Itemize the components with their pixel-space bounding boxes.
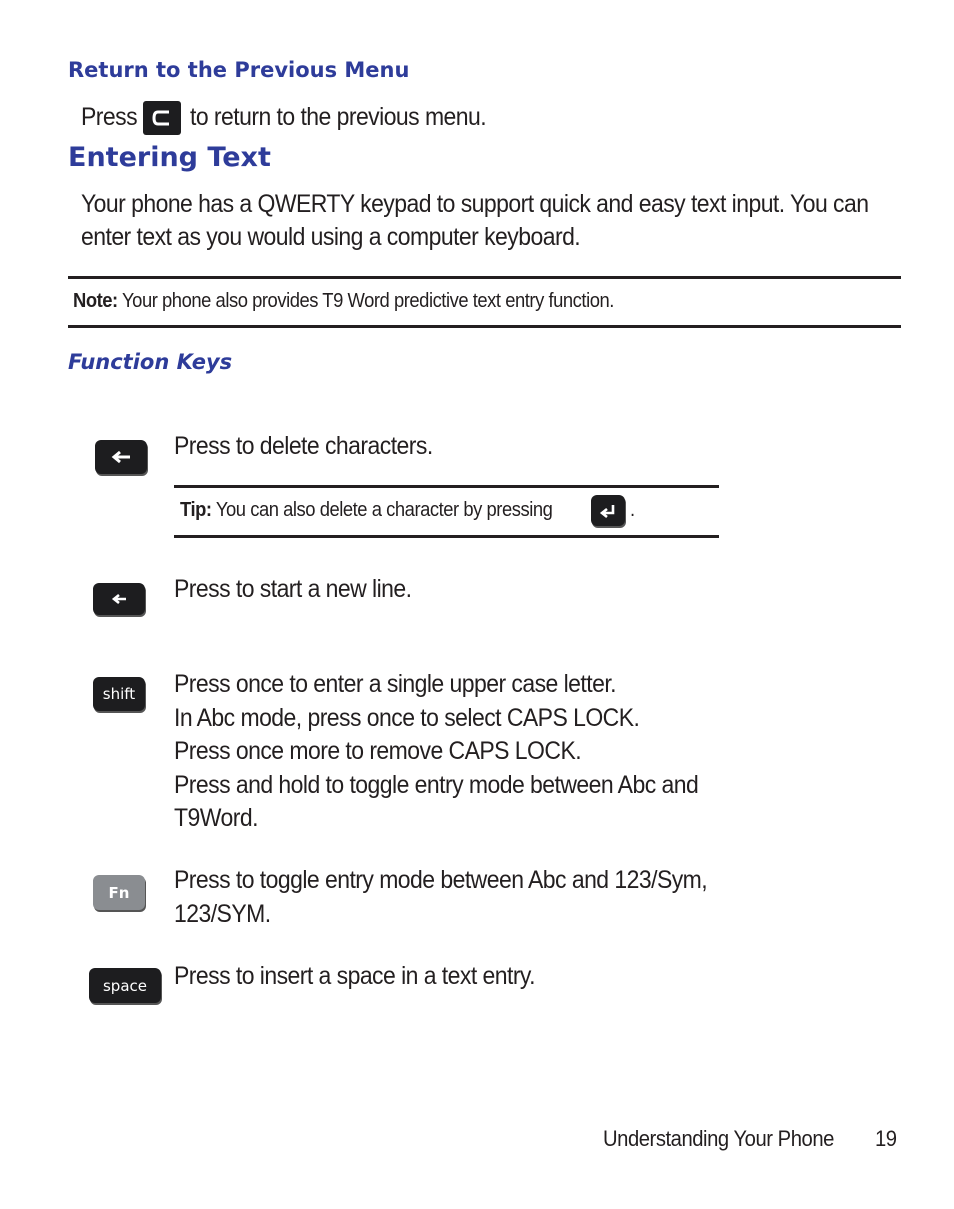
note-label: Note: (73, 290, 118, 312)
fn-key-icon (93, 875, 145, 910)
note (73, 290, 614, 313)
return-instruction-suffix: to return to the previous menu. (190, 103, 487, 131)
note-bottom-rule (68, 325, 901, 328)
entering-text-paragraph-line1: Your phone has a QWERTY keypad to support quick and easy text input. You can (81, 190, 869, 218)
note-text: Your phone also provides T9 Word predictive text entry function. (122, 290, 614, 312)
shift-key-icon (93, 677, 145, 711)
shift-key-label: shift (102, 685, 136, 703)
space-key-icon (89, 968, 161, 1003)
function-key-description: Press to start a new line. (174, 575, 412, 603)
entering-text-paragraph-line2: enter text as you would using a computer keyboard. (81, 223, 581, 251)
section-heading-entering-text: Entering Text (68, 142, 271, 173)
tip-text: You can also delete a character by pressing (215, 499, 553, 521)
fn-key-label: Fn (108, 883, 130, 902)
return-key-icon (591, 495, 625, 526)
enter-key-icon (93, 583, 145, 615)
function-key-description: Press once to enter a single upper case letter. (174, 670, 617, 698)
function-key-description: 123/SYM. (174, 900, 271, 928)
page-number: 19 (875, 1126, 897, 1151)
function-key-description: T9Word. (174, 804, 258, 832)
function-key-description: Press and hold to toggle entry mode between Abc and (174, 771, 699, 799)
tip-bottom-rule (174, 535, 719, 538)
footer-section-title: Understanding Your Phone (603, 1126, 834, 1151)
clear-key-icon (143, 101, 181, 135)
return-instruction-prefix: Press (81, 103, 138, 131)
function-key-description: Press to delete characters. (174, 432, 433, 460)
tip-suffix: . (630, 499, 635, 521)
function-key-description: Press once more to remove CAPS LOCK. (174, 737, 582, 765)
section-heading-return-menu: Return to the Previous Menu (68, 58, 410, 82)
backspace-key-icon (95, 440, 147, 474)
function-key-description: Press to insert a space in a text entry. (174, 962, 536, 990)
function-key-description: Press to toggle entry mode between Abc and 123/Sym, (174, 866, 708, 894)
tip-top-rule (174, 485, 719, 488)
tip-label: Tip: (180, 499, 212, 521)
note-top-rule (68, 276, 901, 279)
space-key-label: space (102, 976, 147, 995)
tip (180, 499, 552, 522)
section-heading-function-keys: Function Keys (68, 350, 233, 374)
function-key-description: In Abc mode, press once to select CAPS LOCK. (174, 704, 640, 732)
